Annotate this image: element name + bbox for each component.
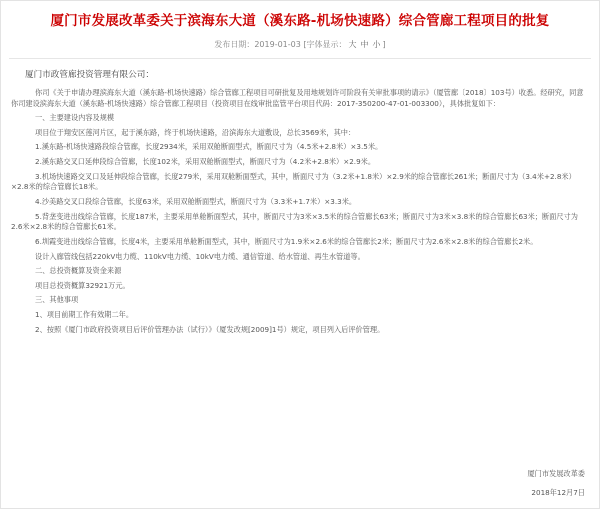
section-heading-2: 二、总投资概算及资金来源 bbox=[35, 266, 122, 276]
paragraph-location: 项目位于翔安区莲河片区，起于溪东路，终于机场快速路，沿滨海东大道敷设，总长3569米，其中： bbox=[35, 127, 356, 137]
section-heading-3: 三、其他事项 bbox=[35, 295, 79, 305]
document-body bbox=[11, 69, 589, 339]
paragraph-investment: 项目总投资概算32921万元。 bbox=[35, 280, 130, 290]
paragraph-intro: 你司《关于申请办理滨海东大道（溪东路-机场快速路）综合管廊工程项目可研批复及用地规划许可阶段有关审批事项的请示》（厦管廊〔2018〕103号）收悉。经研究，同意你司建设滨海东大道（溪东路-机场快速路）综合管廊工程项目（投资项目在线审批监管平台项目代码：2017-350200-47-01-003300），具体批复如下： bbox=[11, 87, 584, 108]
paragraph-pipelines: 设计入廊管线包括220kV电力缆、110kV电力缆、10kV电力缆、通信管道、给水管道、再生水管道等。 bbox=[35, 251, 365, 261]
header-divider bbox=[9, 58, 591, 59]
other-item-2: 2、按照《厦门市政府投资项目后评价管理办法（试行）》（厦发改规[2009]1号）规定，项目列入后评价管理。 bbox=[35, 324, 385, 334]
font-size-close: ] bbox=[382, 40, 386, 49]
font-size-label: [字体显示： bbox=[303, 40, 347, 49]
signature-date: 2018年12月7日 bbox=[531, 488, 585, 497]
font-size-medium-link[interactable]: 中 bbox=[360, 40, 369, 49]
list-item-4: 4.沙美路交叉口段综合管廊，长度63米，采用双舱断面型式，断面尺寸为（3.3米+1.7米）×3.3米。 bbox=[35, 197, 357, 207]
list-item-3: 3.机场快速路交叉口及延伸段综合管廊，长度279米，采用双舱断面型式，其中，断面尺寸为（3.2米+1.8米）×2.9米的综合管廊长261米；断面尺寸为（3.4米+2.8米）×2.8米的综合管廊长18米。 bbox=[11, 171, 576, 192]
list-item-2: 2.溪东路交叉口延伸段综合管廊，长度102米，采用双舱断面型式，断面尺寸为（4.2米+2.8米）×2.9米。 bbox=[35, 157, 376, 167]
font-size-large-link[interactable]: 大 bbox=[348, 40, 357, 49]
list-item-5: 5.背垄变进出线综合管廊，长度187米，主要采用单舱断面型式，其中，断面尺寸为3米×3.5米的综合管廊长63米；断面尺寸为3米×3.8米的综合管廊长63米；断面尺寸为2.6米×2.8米的综合管廊长61米。 bbox=[11, 211, 578, 232]
signature-org: 厦门市发展改革委 bbox=[527, 469, 585, 478]
list-item-6: 6.圳霞变进出线综合管廊，长度4米，主要采用单舱断面型式，其中，断面尺寸为1.9米×2.6米的综合管廊长2米；断面尺寸为2.6米×2.8米的综合管廊长2米。 bbox=[35, 237, 538, 247]
font-size-small-link[interactable]: 小 bbox=[372, 40, 381, 49]
document-title: 厦门市发展改革委关于滨海东大道（溪东路-机场快速路）综合管廊工程项目的批复 bbox=[50, 13, 550, 29]
section-heading-1: 一、主要建设内容及规模 bbox=[35, 113, 115, 123]
document-meta bbox=[1, 39, 599, 50]
other-item-1: 1、项目前期工作有效期二年。 bbox=[35, 310, 134, 319]
addressee: 厦门市政管廊投资管理有限公司： bbox=[25, 70, 154, 80]
list-item-1: 1.溪东路-机场快速路段综合管廊，长度2934米，采用双舱断面型式，断面尺寸为（4.5米+2.8米）×3.5米。 bbox=[35, 142, 383, 152]
publish-date: 发布日期：2019-01-03 bbox=[214, 40, 301, 49]
